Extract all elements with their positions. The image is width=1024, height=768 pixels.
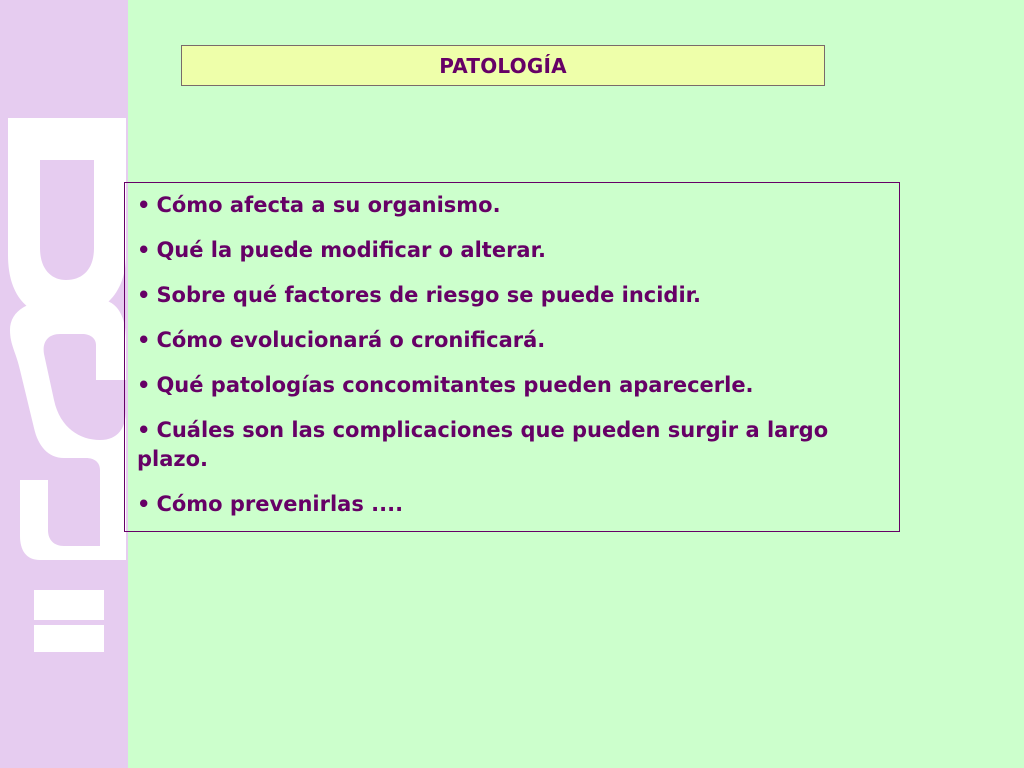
bullet-icon: • [137, 418, 151, 442]
list-item-text: Cuáles son las complicaciones que pueden surgir a largo plazo. [137, 418, 829, 471]
bullet-icon: • [137, 238, 151, 262]
list-item [137, 236, 883, 265]
list-item-text: Qué la puede modificar o alterar. [156, 238, 546, 262]
bullet-icon: • [137, 193, 151, 217]
list-item [137, 416, 883, 474]
bullet-list [137, 191, 883, 519]
list-item [137, 191, 883, 220]
bullet-icon: • [137, 283, 151, 307]
bullet-icon: • [137, 373, 151, 397]
content-box [124, 182, 900, 532]
list-item [137, 281, 883, 310]
list-item [137, 490, 883, 519]
list-item-text: Cómo afecta a su organismo. [156, 193, 501, 217]
side-band [0, 0, 128, 768]
list-item-text: Sobre qué factores de riesgo se puede incidir. [156, 283, 701, 307]
list-item-text: Cómo prevenirlas .... [156, 492, 404, 516]
list-item [137, 371, 883, 400]
isp-logo-icon [0, 0, 128, 768]
title-box [181, 45, 825, 86]
list-item-text: Cómo evolucionará o cronificará. [156, 328, 546, 352]
list-item [137, 326, 883, 355]
bullet-icon: • [137, 328, 151, 352]
page-title: PATOLOGÍA [439, 53, 567, 78]
bullet-icon: • [137, 492, 151, 516]
list-item-text: Qué patologías concomitantes pueden aparecerle. [156, 373, 754, 397]
